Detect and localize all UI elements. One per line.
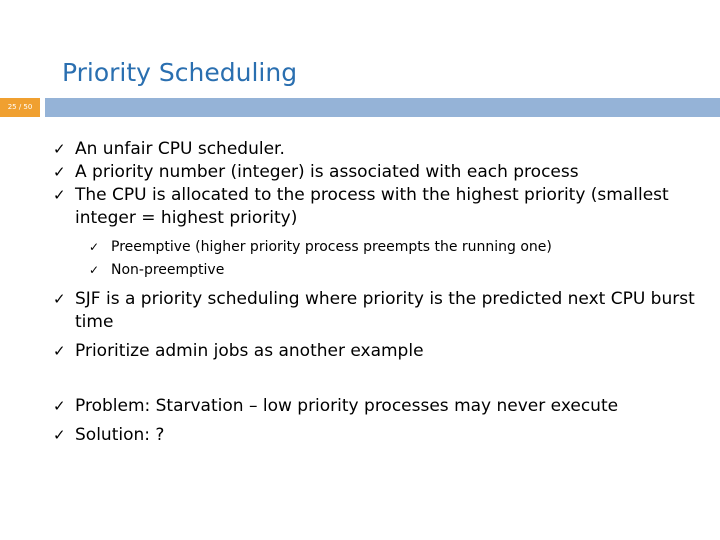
bullet-text: Prioritize admin jobs as another example <box>75 341 424 361</box>
sub-bullet-text: Non-preemptive <box>111 262 225 278</box>
checkmark-icon: ✓ <box>53 163 66 181</box>
bullet-item <box>53 161 703 184</box>
bullet-item <box>53 184 703 230</box>
bullet-text: SJF is a priority scheduling where priority is the predicted next CPU burst time <box>75 289 695 332</box>
sub-bullet-item <box>53 259 703 282</box>
checkmark-icon: ✓ <box>53 186 66 204</box>
bullet-text: The CPU is allocated to the process with the highest priority (smallest integer = highest priority) <box>75 185 669 228</box>
bullet-text: An unfair CPU scheduler. <box>75 139 285 159</box>
slide-title: Priority Scheduling <box>62 58 298 87</box>
checkmark-icon: ✓ <box>89 263 100 277</box>
checkmark-icon: ✓ <box>53 290 66 308</box>
checkmark-icon: ✓ <box>53 342 66 360</box>
bullet-item <box>53 340 703 363</box>
page-number-badge: 25 / 50 <box>0 98 40 117</box>
bullet-item <box>53 424 703 447</box>
sub-bullet-text: Preemptive (higher priority process preempts the running one) <box>111 239 552 255</box>
checkmark-icon: ✓ <box>53 426 66 444</box>
bullet-item <box>53 288 703 334</box>
checkmark-icon: ✓ <box>53 140 66 158</box>
slide-content <box>53 138 703 447</box>
bullet-text: Problem: Starvation – low priority processes may never execute <box>75 396 619 416</box>
bullet-text: A priority number (integer) is associated with each process <box>75 162 579 182</box>
checkmark-icon: ✓ <box>89 240 100 254</box>
sub-bullet-item <box>53 236 703 259</box>
checkmark-icon: ✓ <box>53 397 66 415</box>
bullet-item <box>53 138 703 161</box>
header-bar <box>45 98 720 117</box>
bullet-text: Solution: ? <box>75 425 165 445</box>
bullet-item <box>53 395 703 418</box>
